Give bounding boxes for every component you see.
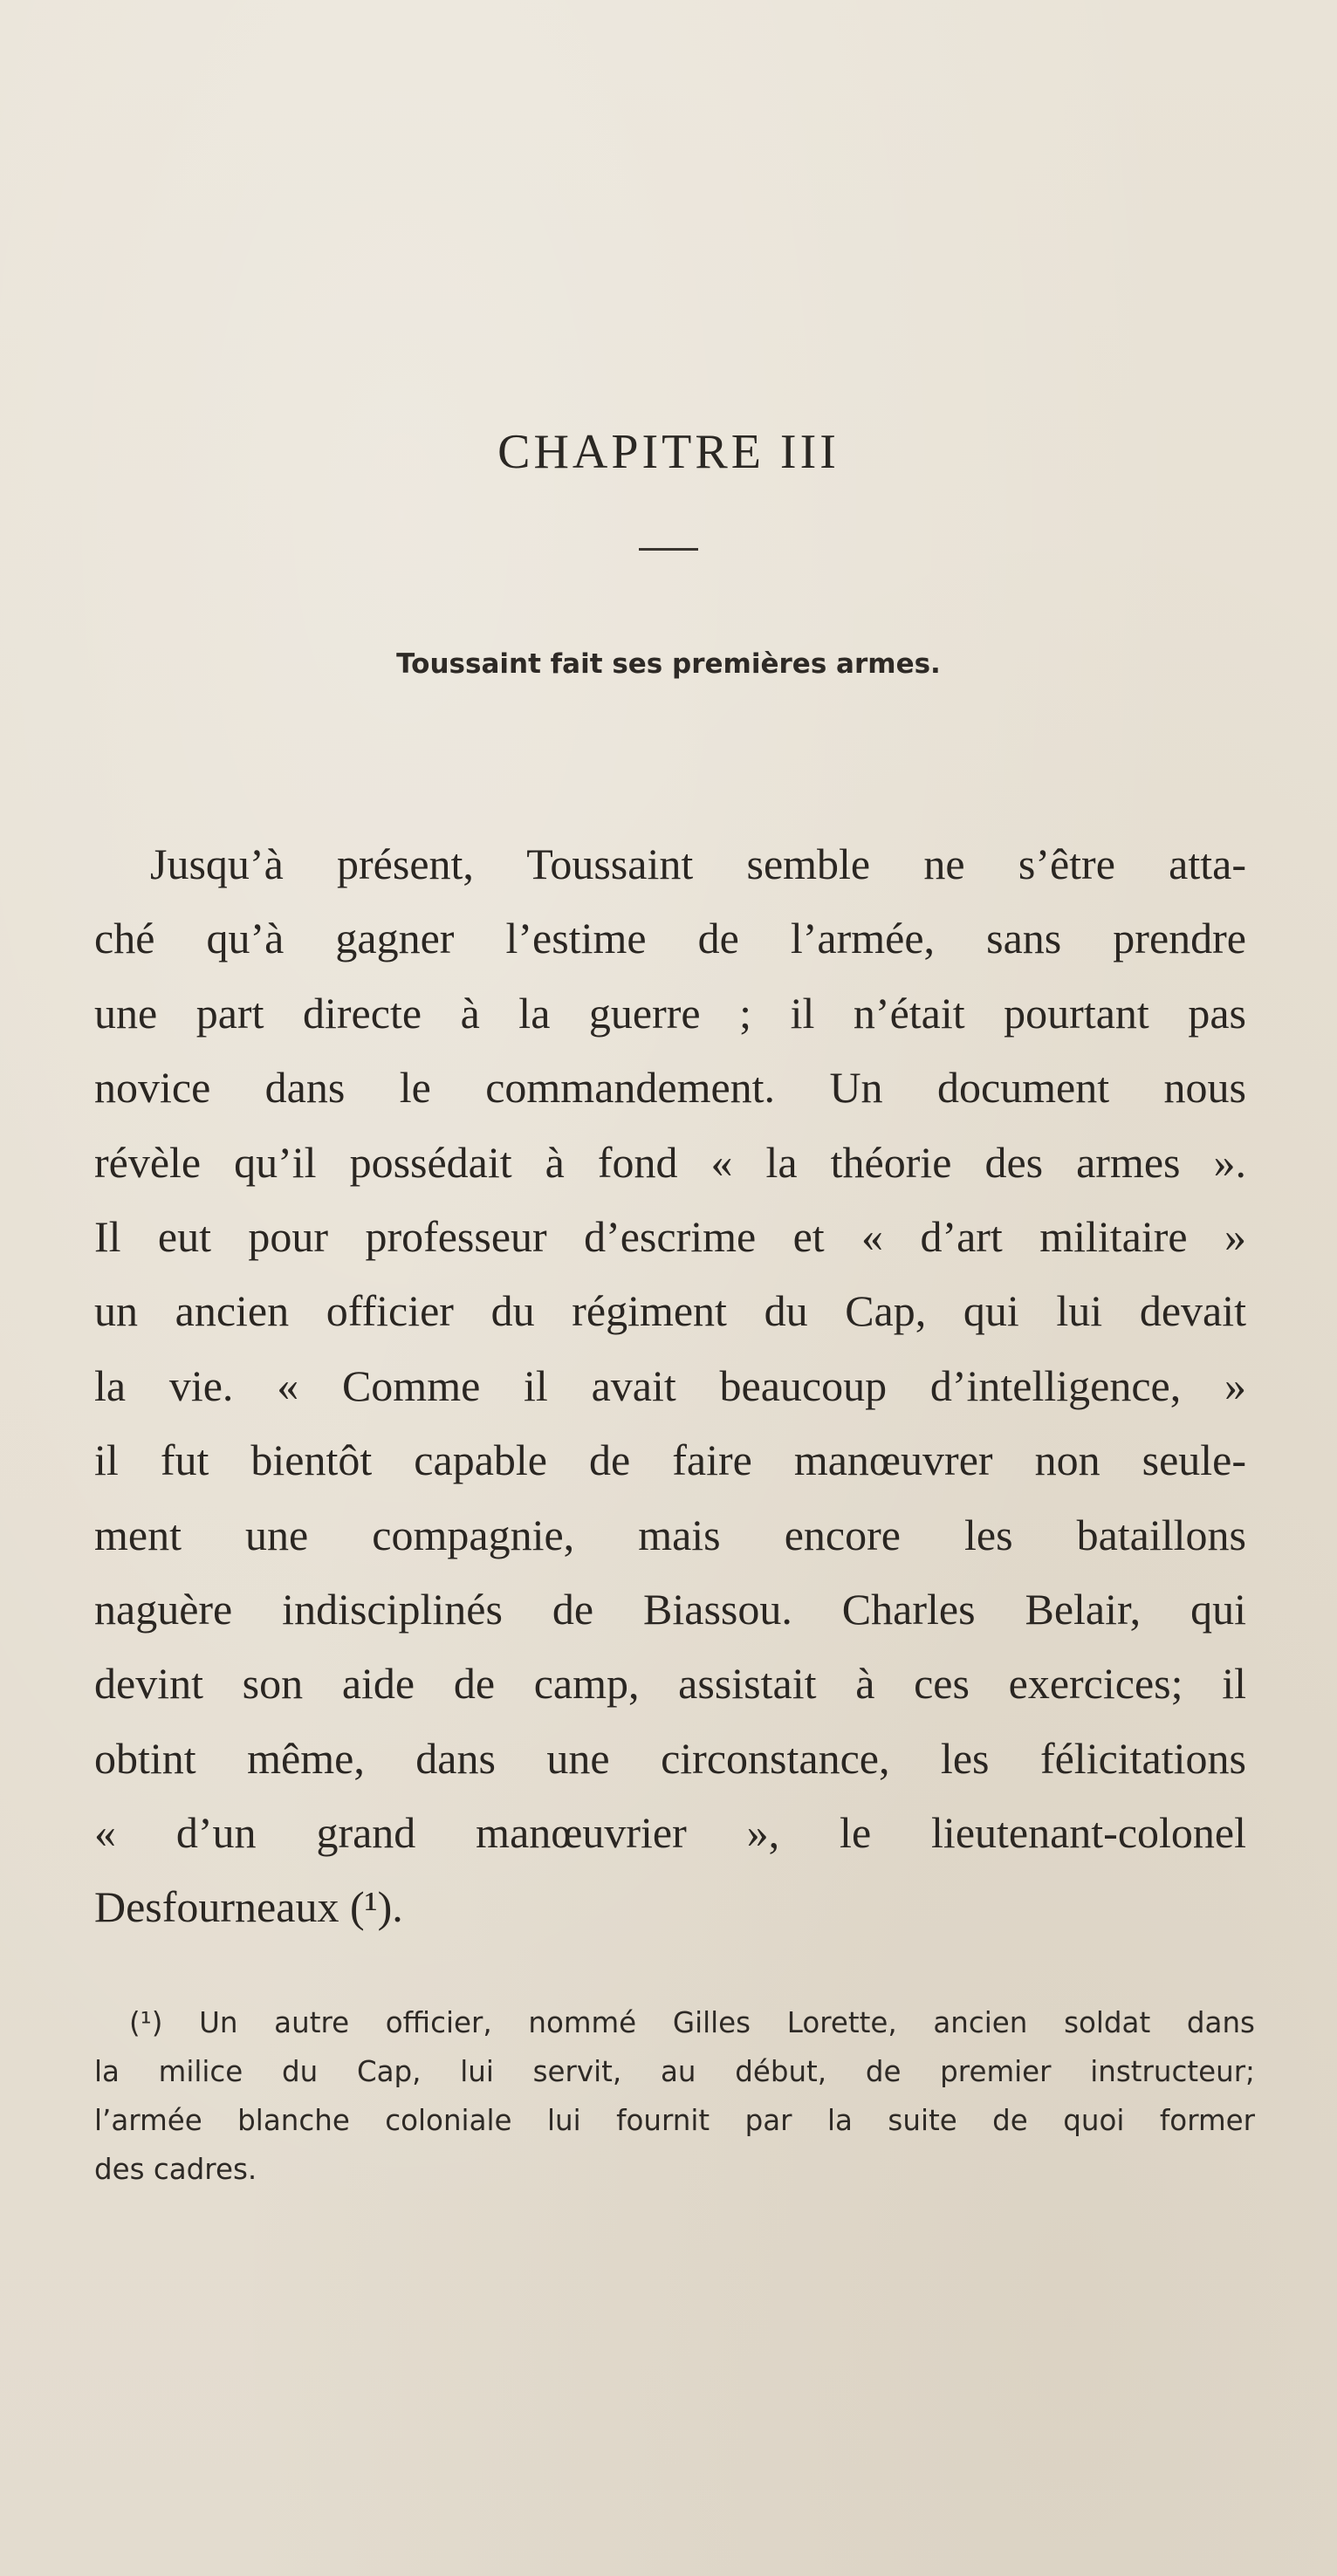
body-line: novice dans le commandement. Un document nous bbox=[94, 1063, 1246, 1113]
body-line: obtint même, dans une circonstance, les félicitations bbox=[94, 1733, 1246, 1783]
body-line: Il eut pour professeur d’escrime et « d’art militaire » bbox=[94, 1211, 1246, 1261]
body-line: devint son aide de camp, assistait à ces exercices; il bbox=[94, 1659, 1246, 1709]
body-line: naguère indisciplinés de Biassou. Charles Belair, qui bbox=[94, 1584, 1246, 1634]
body-line: un ancien officier du régiment du Cap, qui lui devait bbox=[94, 1286, 1246, 1336]
body-line: la vie. « Comme il avait beaucoup d’intelligence, » bbox=[94, 1360, 1246, 1410]
body-paragraph bbox=[94, 827, 1246, 1945]
body-line: révèle qu’il possédait à fond « la théorie des armes ». bbox=[94, 1137, 1246, 1187]
footnote-line: l’armée blanche coloniale lui fournit par la suite de quoi former bbox=[94, 2104, 1255, 2137]
footnote-line: des cadres. bbox=[94, 2153, 257, 2186]
title-rule bbox=[639, 548, 698, 551]
body-line: ché qu’à gagner l’estime de l’armée, sans prendre bbox=[94, 914, 1246, 963]
chapter-subtitle: Toussaint fait ses premières armes. bbox=[396, 648, 941, 680]
body-line: « d’un grand manœuvrier », le lieutenant-colonel bbox=[94, 1808, 1246, 1858]
body-line: Desfourneaux (¹). bbox=[94, 1882, 403, 1932]
footnote-line: la milice du Cap, lui servit, au début, de premier instructeur; bbox=[94, 2055, 1255, 2088]
body-line: Jusqu’à présent, Toussaint semble ne s’être atta- bbox=[150, 839, 1246, 888]
body-line: il fut bientôt capable de faire manœuvrer non seule- bbox=[94, 1435, 1246, 1485]
footnote-line: (¹) Un autre officier, nommé Gilles Lorette, ancien soldat dans bbox=[129, 2006, 1255, 2039]
body-line: ment une compagnie, mais encore les bataillons bbox=[94, 1510, 1246, 1559]
body-line: une part directe à la guerre ; il n’était pourtant pas bbox=[94, 988, 1246, 1038]
chapter-title: CHAPITRE III bbox=[497, 425, 840, 479]
footnote bbox=[94, 1998, 1255, 2194]
